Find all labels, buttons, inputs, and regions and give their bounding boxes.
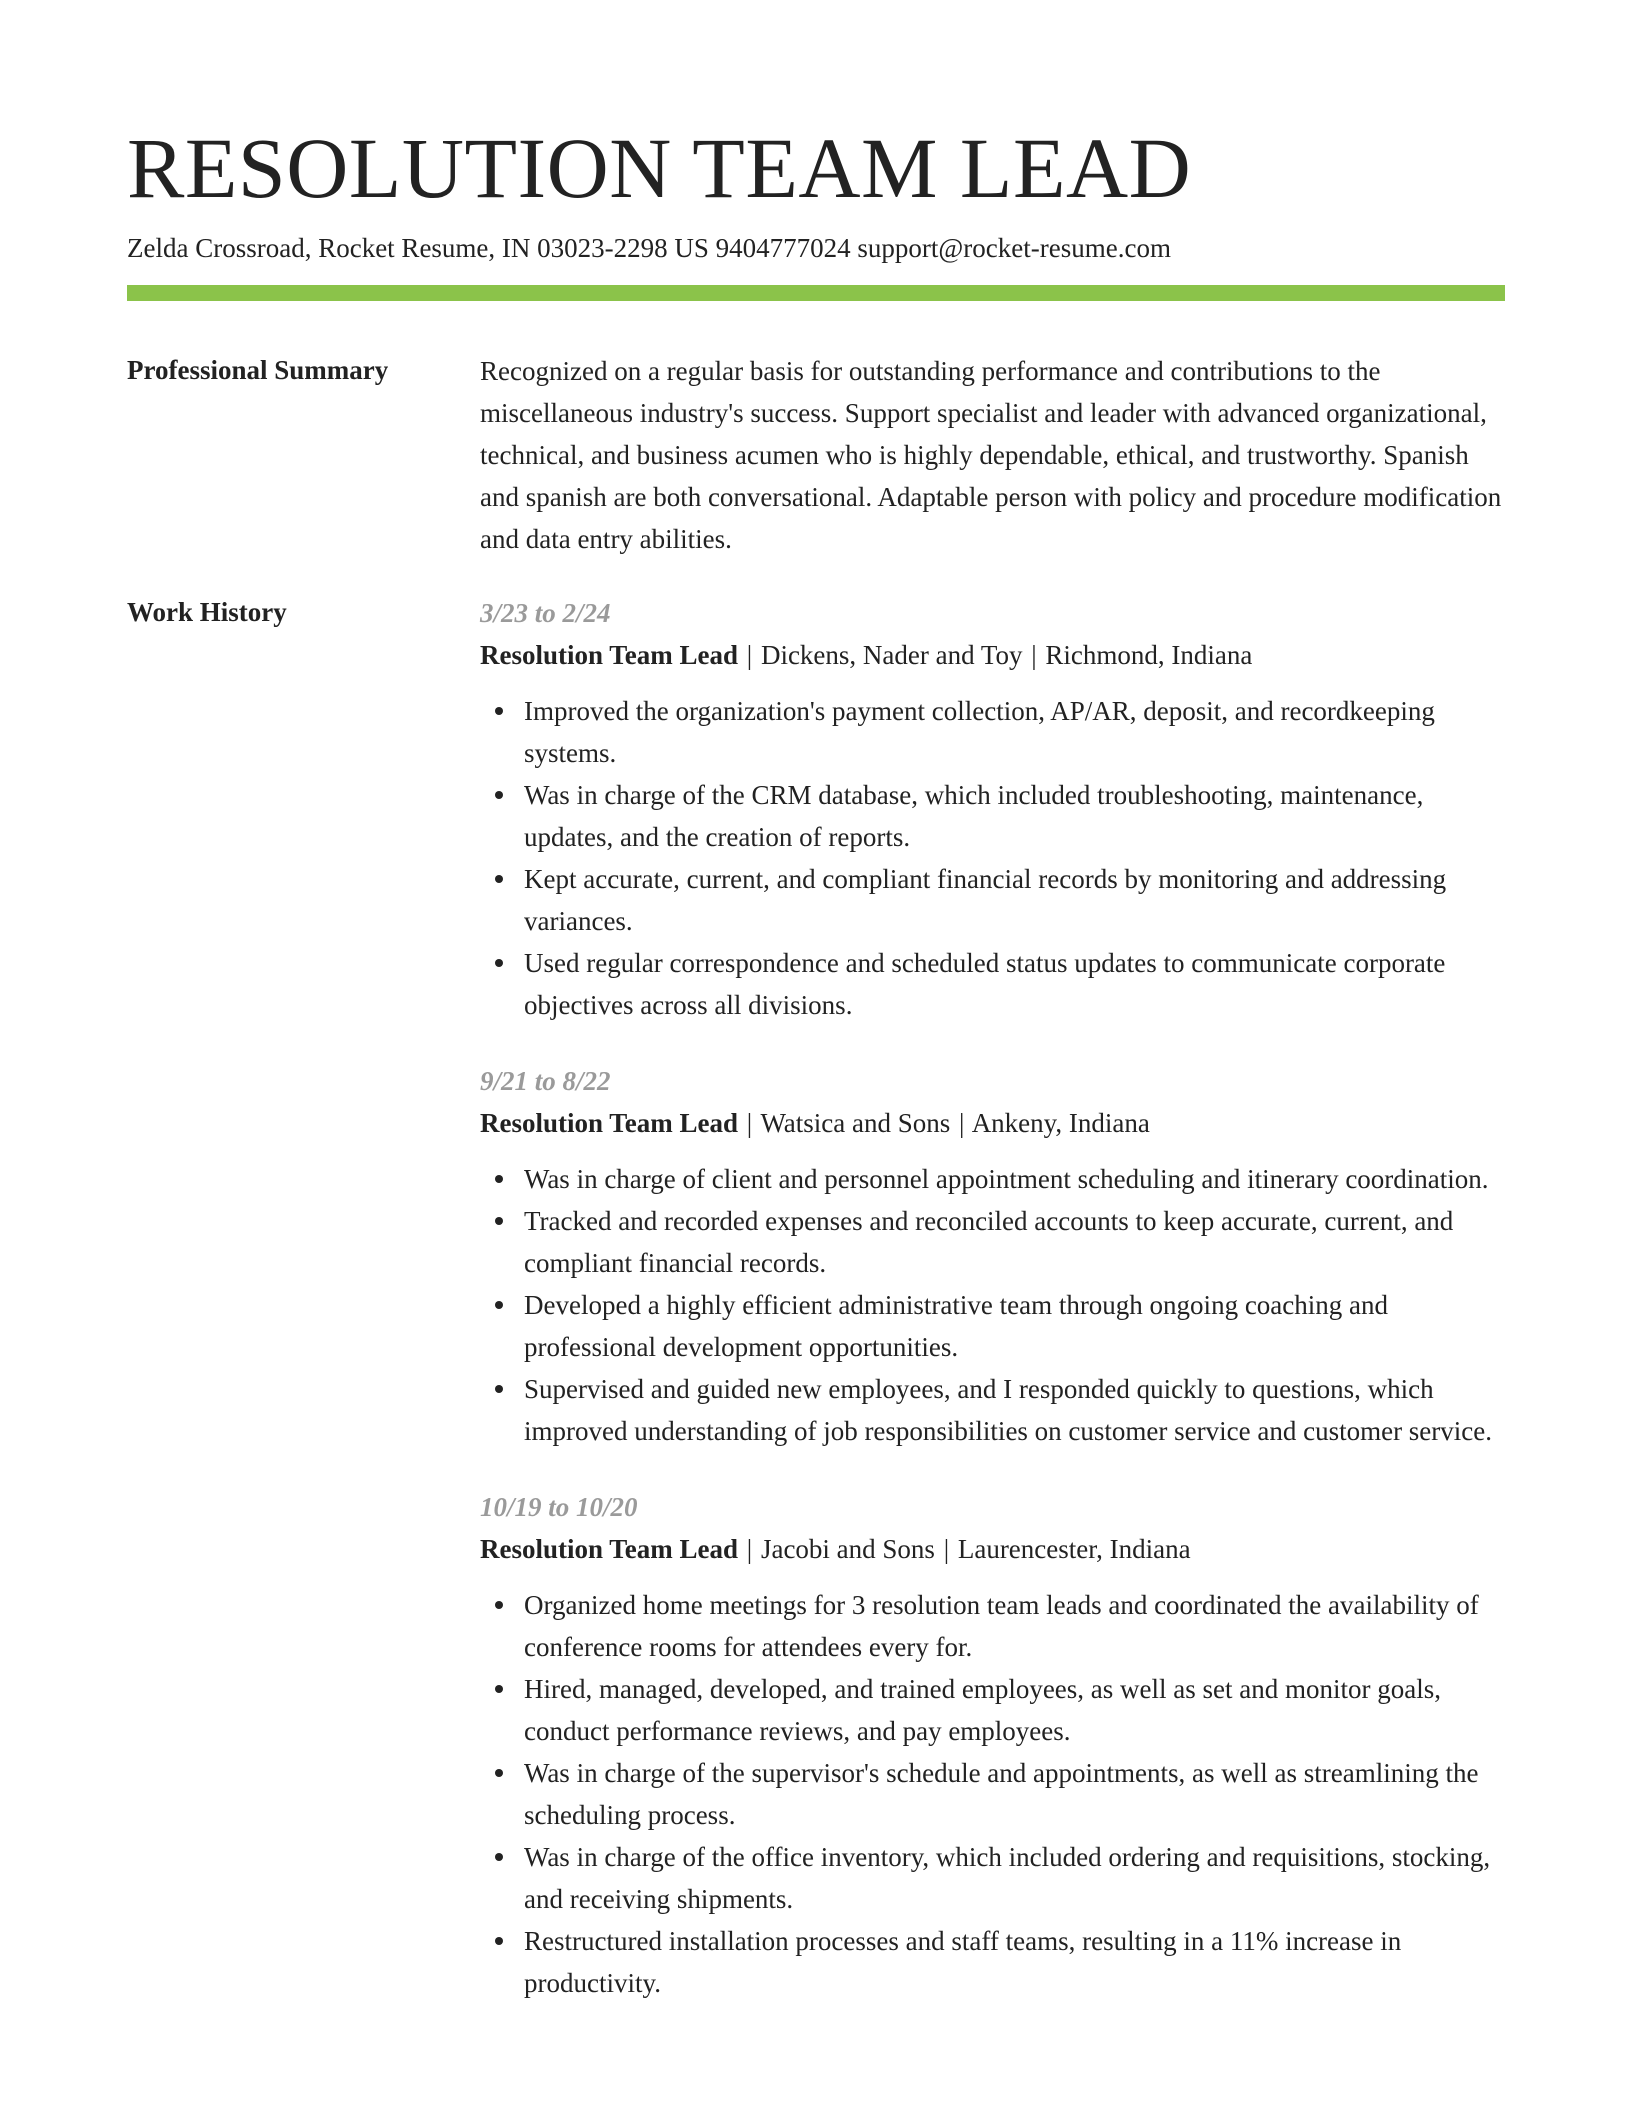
contact-address: Zelda Crossroad, Rocket Resume, IN 03023-2298 US — [127, 233, 709, 263]
job-entry — [480, 1060, 1505, 1452]
job-heading-line — [480, 1102, 1505, 1144]
job-bullet: Was in charge of client and personnel appointment scheduling and itinerary coordination. — [480, 1158, 1505, 1200]
summary-text: Recognized on a regular basis for outstanding performance and contributions to the miscellaneous industry's success. Support specialist and leader with advanced organizational, technical, and business acumen who is highly dependable, ethical, and trustworthy. Spanish and spanish are both conversational. Adaptable person with policy and procedure modification and data entry abilities. — [480, 356, 1502, 554]
job-bullet: Restructured installation processes and staff teams, resulting in a 11% increase in productivity. — [480, 1920, 1505, 2004]
job-bullet: Supervised and guided new employees, and I responded quickly to questions, which improved understanding of job responsibilities on customer service and customer service. — [480, 1368, 1505, 1452]
contact-email[interactable]: support@rocket-resume.com — [857, 233, 1171, 263]
job-bullet: Organized home meetings for 3 resolution team leads and coordinated the availability of conference rooms for attendees every for. — [480, 1584, 1505, 1668]
job-company: Jacobi and Sons — [760, 1534, 935, 1564]
job-title: Resolution Team Lead — [480, 640, 739, 670]
job-entry — [480, 1486, 1505, 2004]
job-company: Dickens, Nader and Toy — [760, 640, 1023, 670]
job-bullet: Developed a highly efficient administrative team through ongoing coaching and professional development opportunities. — [480, 1284, 1505, 1368]
job-bullets — [480, 690, 1505, 1026]
job-bullet: Tracked and recorded expenses and reconciled accounts to keep accurate, current, and compliant financial records. — [480, 1200, 1505, 1284]
summary-heading: Professional Summary — [127, 355, 389, 385]
job-bullets — [480, 1584, 1505, 2004]
job-dates: 9/21 to 8/22 — [480, 1066, 611, 1096]
job-heading-line — [480, 634, 1505, 676]
work-history-list — [480, 592, 1505, 2038]
job-bullet: Used regular correspondence and scheduled status updates to communicate corporate objectives across all divisions. — [480, 942, 1505, 1026]
contact-line — [127, 230, 1171, 266]
job-bullet: Was in charge of the supervisor's schedule and appointments, as well as streamlining the scheduling process. — [480, 1752, 1505, 1836]
accent-divider — [127, 285, 1505, 301]
job-bullet: Hired, managed, developed, and trained employees, as well as set and monitor goals, conduct performance reviews, and pay employees. — [480, 1668, 1505, 1752]
job-bullet: Was in charge of the office inventory, which included ordering and requisitions, stocking, and receiving shipments. — [480, 1836, 1505, 1920]
separator: | — [943, 1534, 950, 1564]
resume-name: RESOLUTION TEAM LEAD — [127, 120, 1192, 216]
contact-phone: 9404777024 — [715, 233, 851, 263]
job-dates: 10/19 to 10/20 — [480, 1492, 638, 1522]
job-location: Laurencester, Indiana — [957, 1534, 1191, 1564]
separator: | — [746, 1108, 753, 1138]
job-location: Richmond, Indiana — [1045, 640, 1253, 670]
job-title: Resolution Team Lead — [480, 1108, 739, 1138]
job-heading-line — [480, 1528, 1505, 1570]
job-bullet: Improved the organization's payment collection, AP/AR, deposit, and recordkeeping systems. — [480, 690, 1505, 774]
separator: | — [1031, 640, 1037, 670]
separator: | — [746, 640, 753, 670]
job-bullet: Kept accurate, current, and compliant financial records by monitoring and addressing variances. — [480, 858, 1505, 942]
job-company: Watsica and Sons — [760, 1108, 951, 1138]
job-entry — [480, 592, 1505, 1026]
separator: | — [746, 1534, 753, 1564]
job-bullets — [480, 1158, 1505, 1452]
job-dates: 3/23 to 2/24 — [480, 598, 611, 628]
work-history-heading: Work History — [127, 597, 287, 627]
job-location: Ankeny, Indiana — [971, 1108, 1150, 1138]
separator: | — [959, 1108, 965, 1138]
job-bullet: Was in charge of the CRM database, which included troubleshooting, maintenance, updates, and the creation of reports. — [480, 774, 1505, 858]
job-title: Resolution Team Lead — [480, 1534, 739, 1564]
